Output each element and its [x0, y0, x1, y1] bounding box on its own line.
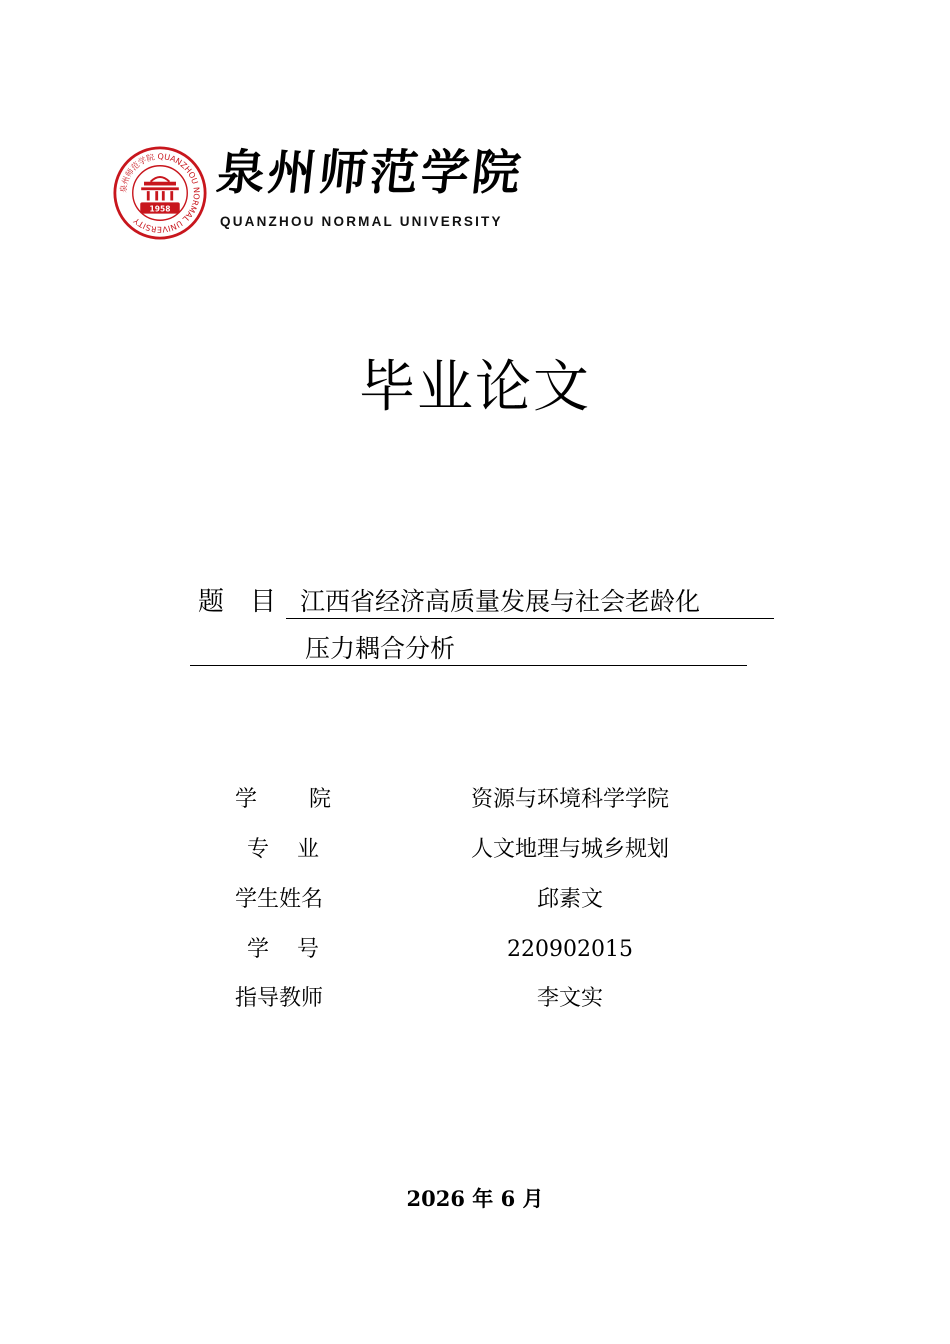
topic-label: 题 目 — [198, 587, 277, 617]
info-label-college-char-1: 学 — [235, 787, 258, 812]
topic-line-1: 江西省经济高质量发展与社会老龄化 — [286, 585, 774, 619]
info-value-student-name: 邱素文 — [536, 887, 603, 912]
info-label-college-char-2: 院 — [308, 787, 331, 812]
info-label-student-id — [247, 935, 319, 965]
info-label-major-char-2: 业 — [296, 837, 319, 862]
info-label-college — [235, 785, 331, 815]
university-name-english: QUANZHOU NORMAL UNIVERSITY — [220, 214, 503, 229]
topic-line-2: 压力耦合分析 — [190, 632, 747, 666]
info-value-student-id: 220902015 — [507, 937, 633, 962]
info-value-major: 人文地理与城乡规划 — [470, 837, 669, 862]
university-name-chinese: 泉州师范学院 — [214, 145, 526, 201]
svg-text:泉州师范学院 QUANZHOU NORMAL UNIVERS — [118, 152, 201, 234]
submission-date: 2026 年 6 月 — [406, 1186, 544, 1211]
document-type-title: 毕业论文 — [359, 355, 591, 420]
university-seal-icon — [113, 146, 207, 240]
info-label-major — [247, 835, 319, 865]
info-label-student-id-char-1: 学 — [247, 937, 270, 962]
info-value-advisor: 李文实 — [536, 986, 603, 1011]
university-logo — [113, 140, 533, 240]
info-label-student-name: 学生姓名 — [235, 887, 324, 912]
info-label-student-id-char-2: 号 — [296, 937, 319, 962]
seal-ring-text: 泉州师范学院 QUANZHOU NORMAL UNIVERSITY — [118, 152, 201, 234]
seal-year: 1958 — [149, 204, 171, 214]
info-label-advisor: 指导教师 — [235, 986, 324, 1011]
info-label-major-char-1: 专 — [247, 837, 270, 862]
info-value-college: 资源与环境科学学院 — [470, 787, 669, 812]
